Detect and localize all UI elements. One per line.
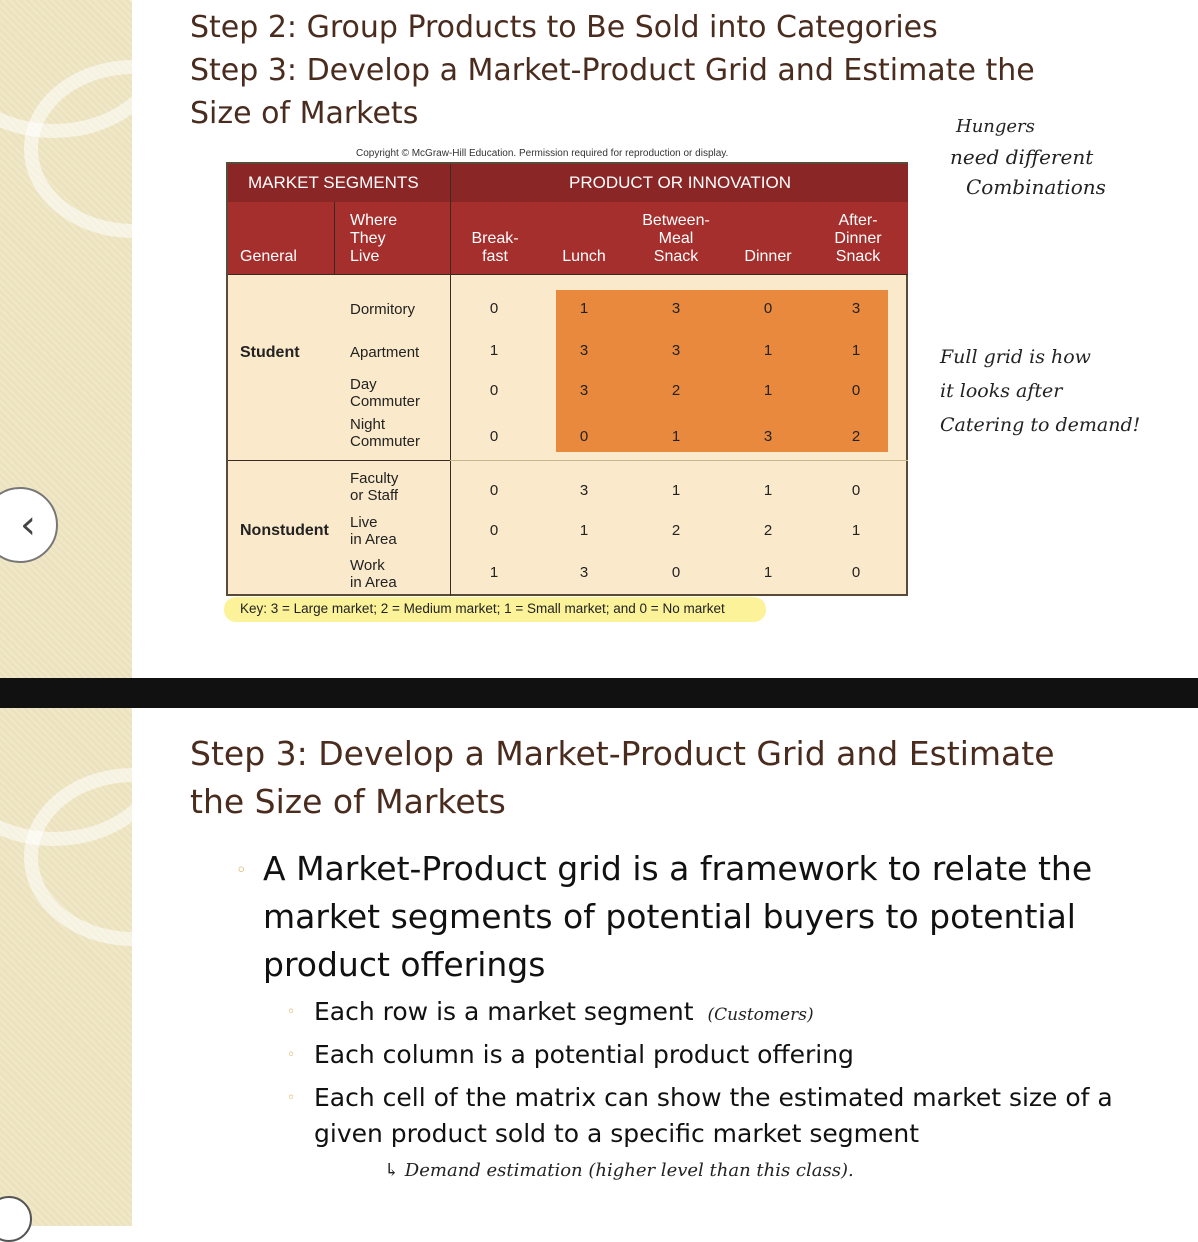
title-line: the Size of Markets	[190, 782, 506, 821]
row-divider	[450, 460, 908, 461]
note-line: Full grid is how	[940, 346, 1091, 368]
grid-cell: 3	[579, 564, 589, 581]
grid-cell: 1	[851, 522, 861, 539]
grid-cell: 1	[579, 522, 589, 539]
sub-bullet-text: Each row is a market segment	[314, 997, 694, 1026]
grid-cell: 1	[763, 382, 773, 399]
header-line: Lunch	[562, 248, 606, 265]
decorative-band	[0, 0, 132, 678]
grid-cell: 0	[489, 482, 499, 499]
note-line: Hungers	[956, 116, 1035, 137]
title-line: Step 3: Develop a Market-Product Grid and Estimate the	[190, 53, 1035, 88]
row-label-line: Commuter	[350, 433, 421, 450]
row-label-work-in-area	[350, 557, 397, 591]
row-divider	[228, 274, 908, 275]
header-dinner	[722, 248, 814, 266]
header-line: Break-	[471, 230, 519, 247]
grid-cell: 1	[763, 564, 773, 581]
row-label-line: Dormitory	[350, 301, 416, 318]
row-label-line: or Staff	[350, 487, 399, 504]
column-divider	[334, 202, 335, 274]
grid-cell: 0	[671, 564, 681, 581]
header-line: Snack	[653, 248, 699, 265]
column-divider	[450, 164, 451, 596]
handwritten-note-top	[950, 112, 1106, 202]
note-line: Catering to demand!	[940, 414, 1141, 436]
grid-cell: 1	[489, 342, 499, 359]
header-market-segments: MARKET SEGMENTS	[248, 173, 419, 192]
row-label-line: Apartment	[350, 344, 420, 361]
grid-cell: 0	[851, 382, 861, 399]
grid-cell: 1	[579, 300, 589, 317]
grid-cell: 1	[671, 482, 681, 499]
main-bullet: A Market-Product grid is a framework to relate the market segments of potential buyers to potential product offerings	[263, 849, 1093, 984]
chevron-left-icon: ‹	[20, 502, 36, 548]
grid-cell: 0	[851, 564, 861, 581]
header-line: Snack	[835, 248, 881, 265]
grid-cell: 2	[763, 522, 773, 539]
slide-2	[0, 708, 1198, 1226]
row-label-line: Faculty	[350, 470, 399, 487]
note-line: need different	[950, 145, 1094, 169]
header-general: General	[240, 248, 297, 265]
header-line: Dinner	[834, 230, 882, 247]
bullet-marker: ◦	[287, 1047, 296, 1063]
grid-key: Key: 3 = Large market; 2 = Medium market; 1 = Small market; and 0 = No market	[240, 601, 725, 616]
handwritten-note-customers: (Customers)	[707, 1005, 814, 1025]
market-product-grid	[226, 162, 908, 596]
row-label-dormitory	[350, 301, 415, 318]
segment-student: Student	[240, 344, 300, 361]
header-product-innovation: PRODUCT OR INNOVATION	[569, 173, 791, 192]
slide-2-title	[190, 730, 1120, 826]
handwritten-note-middle	[940, 340, 1140, 442]
handwritten-note-bottom: ↳ Demand estimation (higher level than this class).	[384, 1160, 854, 1181]
grid-cell: 2	[671, 522, 681, 539]
sub-bullet-column: Each column is a potential product offering	[314, 1040, 854, 1069]
slide-1-title	[190, 6, 1090, 135]
header-line: Where	[350, 212, 398, 229]
title-line: Size of Markets	[190, 96, 419, 131]
sub-bullet-cell: Each cell of the matrix can show the estimated market size of a given product sold to a specific market segment	[314, 1083, 1113, 1148]
title-line: Step 2: Group Products to Be Sold into Categories	[190, 10, 938, 45]
header-breakfast	[454, 230, 536, 266]
header-line: They	[350, 230, 386, 247]
bullet-marker: ◦	[287, 1090, 296, 1106]
grid-cell: 0	[489, 300, 499, 317]
grid-cell: 2	[671, 382, 681, 399]
title-line: Step 3: Develop a Market-Product Grid and Estimate	[190, 734, 1055, 773]
grid-cell: 1	[763, 342, 773, 359]
grid-cell: 1	[851, 342, 861, 359]
row-label-line: Live	[350, 514, 378, 531]
grid-cell: 2	[851, 428, 861, 445]
row-label-faculty-staff	[350, 470, 398, 504]
grid-cell: 0	[579, 428, 589, 445]
grid-cell: 3	[579, 342, 589, 359]
copyright-notice: Copyright © McGraw-Hill Education. Permission required for reproduction or display.	[356, 148, 729, 159]
grid-cell: 3	[671, 342, 681, 359]
header-line: Between-	[642, 212, 710, 229]
note-line: Combinations	[966, 175, 1106, 199]
grid-cell: 3	[579, 482, 589, 499]
grid-cell: 0	[851, 482, 861, 499]
grid-cell: 3	[671, 300, 681, 317]
header-between-meal-snack	[630, 212, 722, 266]
note-line: it looks after	[940, 380, 1063, 402]
grid-cell: 1	[671, 428, 681, 445]
grid-cell: 0	[489, 522, 499, 539]
row-label-line: in Area	[350, 574, 397, 591]
header-line: After-	[838, 212, 878, 229]
row-label-line: Day	[350, 376, 377, 393]
row-label-live-in-area	[350, 514, 397, 548]
header-where-they-live	[350, 212, 397, 266]
grid-cell: 3	[579, 382, 589, 399]
row-label-line: Night	[350, 416, 386, 433]
row-label-line: Commuter	[350, 393, 421, 410]
decorative-band	[0, 708, 132, 1226]
grid-cell: 0	[489, 428, 499, 445]
grid-cell: 0	[763, 300, 773, 317]
header-lunch	[538, 248, 630, 266]
grid-cell: 1	[489, 564, 499, 581]
row-label-night-commuter	[350, 416, 420, 450]
grid-cell: 0	[489, 382, 499, 399]
row-label-day-commuter	[350, 376, 420, 410]
header-after-dinner-snack	[812, 212, 904, 266]
grid-cell: 3	[851, 300, 861, 317]
header-line: Dinner	[744, 248, 792, 265]
bullet-marker: ◦	[236, 860, 247, 881]
header-line: Live	[350, 248, 380, 265]
segment-nonstudent: Nonstudent	[240, 522, 329, 539]
row-divider	[228, 460, 450, 461]
row-label-line: Work	[350, 557, 385, 574]
row-label-apartment	[350, 344, 419, 361]
header-line: fast	[482, 248, 508, 265]
bullet-marker: ◦	[287, 1004, 296, 1020]
grid-cell: 3	[763, 428, 773, 445]
header-line: Meal	[658, 230, 694, 247]
grid-cell: 1	[763, 482, 773, 499]
row-label-line: in Area	[350, 531, 397, 548]
sub-bullet-row	[314, 994, 1134, 1033]
slide-divider	[0, 678, 1198, 708]
